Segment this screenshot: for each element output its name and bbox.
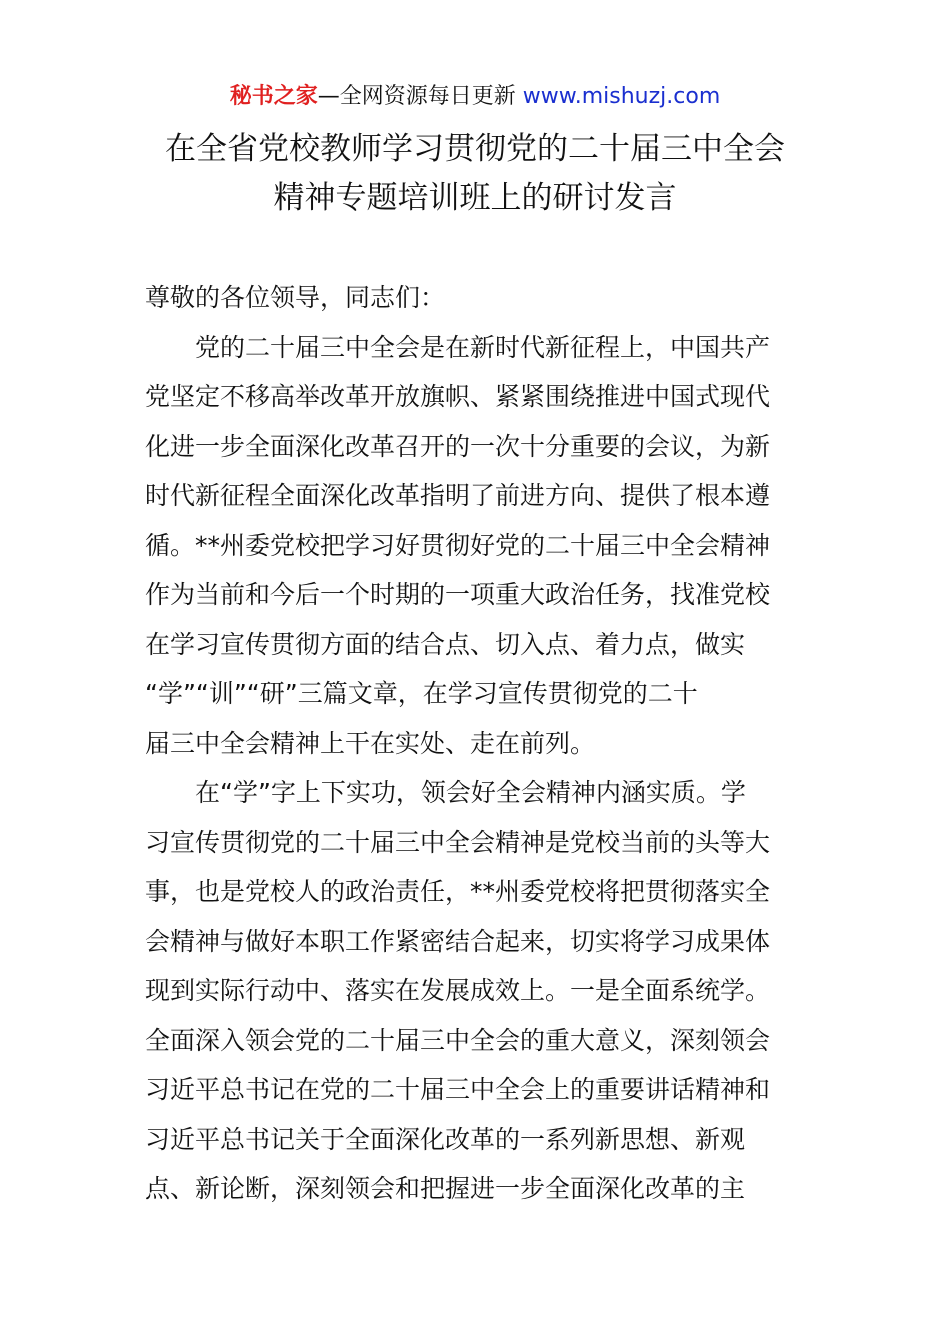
document-title: [0, 125, 950, 223]
paragraph-line: 届三中全会精神上干在实处、走在前列。: [145, 728, 596, 758]
paragraph-line: 点、新论断，深刻领会和把握进一步全面深化改革的主: [145, 1174, 746, 1203]
paragraph-line: 全面深入领会党的二十届三中全会的重大意义，深刻领会: [145, 1025, 771, 1055]
paragraph-line: 习近平总书记关于全面深化改革的一系列新思想、新观: [145, 1124, 746, 1154]
site-header: [0, 82, 950, 112]
paragraph-line: “学”“训”“研”三篇文章，在学习宣传贯彻党的二十: [145, 679, 698, 708]
paragraph-line: 现到实际行动中、落实在发展成效上。一是全面系统学。: [145, 976, 771, 1005]
header-tagline: —全网资源每日更新: [317, 84, 523, 109]
site-url-link[interactable]: www.mishuzj.com: [522, 84, 721, 109]
paragraph-line: 习宣传贯彻党的二十届三中全会精神是党校当前的头等大: [145, 827, 771, 857]
brand-name: 秘书之家: [229, 84, 318, 109]
salutation: 尊敬的各位领导，同志们：: [145, 283, 446, 312]
paragraph-line: 化进一步全面深化改革召开的一次十分重要的会议，为新: [145, 431, 771, 461]
paragraph-line: 党坚定不移高举改革开放旗帜、紧紧围绕推进中国式现代: [145, 382, 771, 411]
paragraph-line: 在学习宣传贯彻方面的结合点、切入点、着力点，做实: [145, 629, 746, 659]
title-line: 精神专题培训班上的研讨发言: [273, 180, 677, 216]
paragraph-line: 习近平总书记在党的二十届三中全会上的重要讲话精神和: [145, 1075, 771, 1104]
paragraph-line: 在“学”字上下实功，领会好全会精神内涵实质。学: [195, 778, 746, 807]
paragraph-line: 事，也是党校人的政治责任，**州委党校将把贯彻落实全: [145, 877, 771, 906]
paragraph-line: 党的二十届三中全会是在新时代新征程上，中国共产: [195, 332, 771, 362]
paragraph-line: 会精神与做好本职工作紧密结合起来，切实将学习成果体: [145, 926, 771, 956]
paragraph-line: 时代新征程全面深化改革指明了前进方向、提供了根本遵: [145, 481, 771, 510]
paragraph-line: 循。**州委党校把学习好贯彻好党的二十届三中全会精神: [145, 530, 771, 560]
title-line: 在全省党校教师学习贯彻党的二十届三中全会: [165, 131, 785, 167]
paragraph-line: 作为当前和今后一个时期的一项重大政治任务，找准党校: [145, 580, 771, 609]
document-body: [145, 273, 810, 1214]
